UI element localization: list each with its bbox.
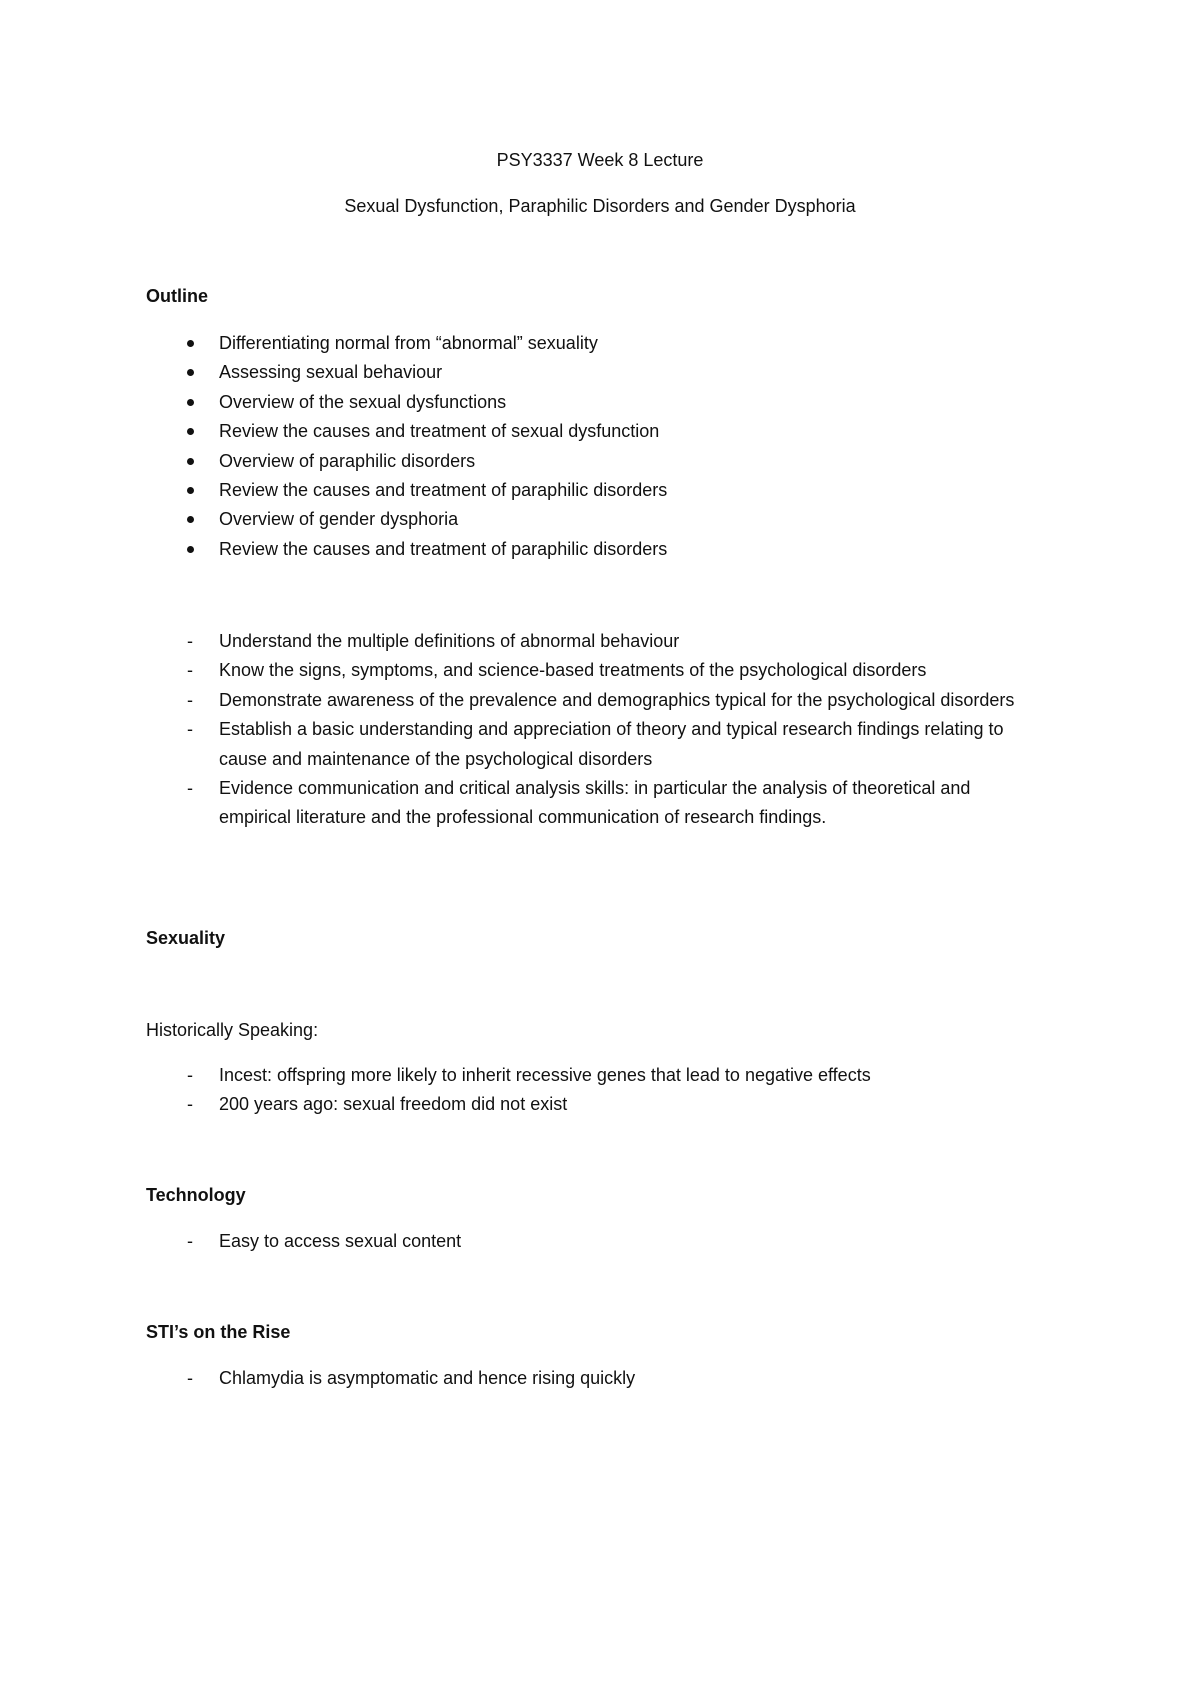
list-item: - Incest: offspring more likely to inherit recessive genes that lead to negative effects [146,1061,1046,1090]
list-item: - 200 years ago: sexual freedom did not exist [146,1090,1046,1119]
technology-list [146,1227,1046,1256]
list-item: - Demonstrate awareness of the prevalence and demographics typical for the psychological disorders [146,686,1046,715]
stis-heading: STI’s on the Rise [146,1322,291,1342]
technology-heading: Technology [146,1185,246,1205]
list-item: Review the causes and treatment of paraphilic disorders [146,476,1046,505]
document-title: PSY3337 Week 8 Lecture [496,150,704,170]
sexuality-heading: Sexuality [146,928,226,948]
list-item: Review the causes and treatment of paraphilic disorders [146,535,1046,564]
document-subtitle: Sexual Dysfunction, Paraphilic Disorders and Gender Dysphoria [344,196,856,216]
list-item: Overview of gender dysphoria [146,505,1046,534]
outline-list [146,329,1046,564]
list-item: - Easy to access sexual content [146,1227,1046,1256]
list-item: Differentiating normal from “abnormal” sexuality [146,329,1046,358]
historically-speaking-label: Historically Speaking: [146,1020,319,1040]
list-item: Overview of the sexual dysfunctions [146,388,1046,417]
list-item: Overview of paraphilic disorders [146,447,1046,476]
list-item: - Know the signs, symptoms, and science-based treatments of the psychological disorders [146,656,1046,685]
list-item: - Understand the multiple definitions of abnormal behaviour [146,627,1046,656]
objectives-list [146,627,1046,833]
list-item: - Establish a basic understanding and appreciation of theory and typical research findings relating to cause and maintenance of the psychological disorders [146,715,1046,774]
list-item: - Chlamydia is asymptomatic and hence rising quickly [146,1364,1046,1393]
sexuality-list [146,1061,1046,1120]
list-item: Review the causes and treatment of sexual dysfunction [146,417,1046,446]
stis-list [146,1364,1046,1393]
list-item: Assessing sexual behaviour [146,358,1046,387]
list-item: - Evidence communication and critical analysis skills: in particular the analysis of theoretical and empirical literature and the professional communication of research findings. [146,774,1046,833]
outline-heading: Outline [146,286,208,306]
